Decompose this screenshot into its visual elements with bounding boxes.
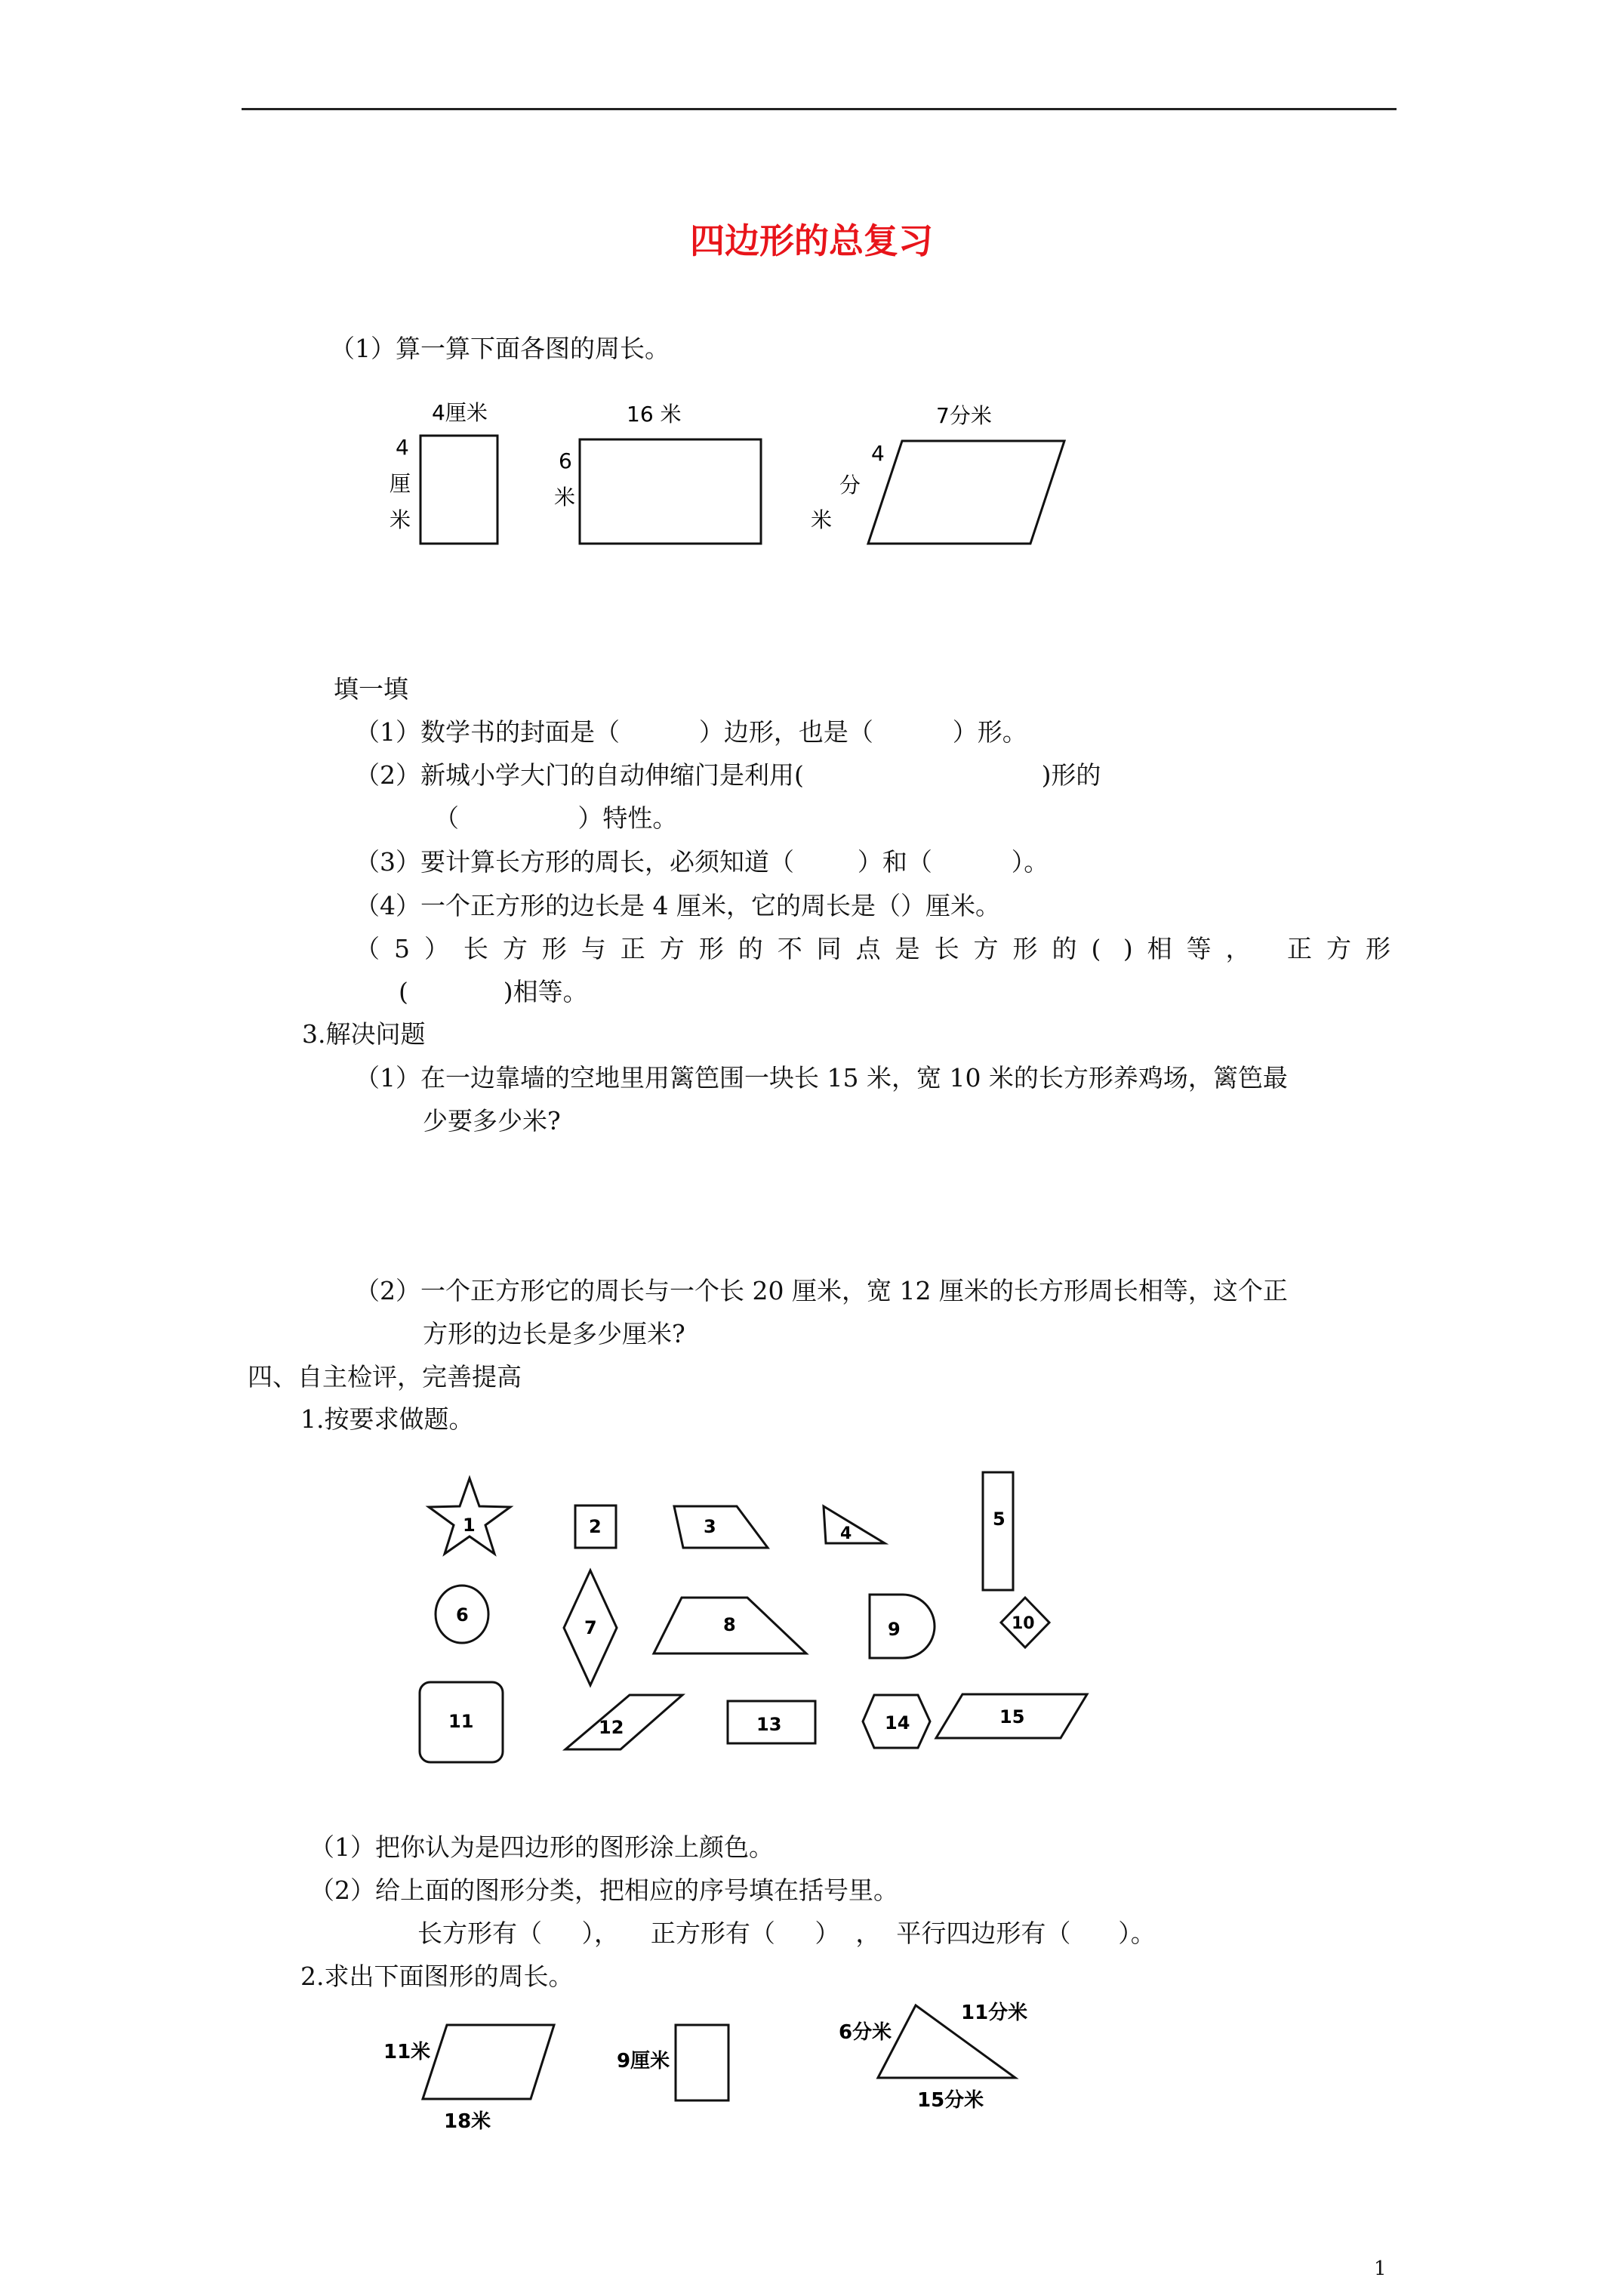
fig-a-top-label: 4厘米 bbox=[432, 400, 488, 425]
solve-q2-line2: 方形的边长是多少厘米? bbox=[423, 1319, 685, 1348]
header-rule bbox=[242, 108, 1397, 110]
shape-5-rectangle bbox=[983, 1472, 1013, 1590]
fig-c-side-label-1: 4 bbox=[871, 441, 885, 466]
solve-q1-line1: （1）在一边靠墙的空地里用篱笆围一块长 15 米，宽 10 米的长方形养鸡场，篱笆最 bbox=[355, 1063, 1288, 1093]
fig-f-left-label: 6分米 bbox=[839, 2021, 892, 2044]
rectangle-figure-a bbox=[385, 393, 521, 559]
fig-e-side-label: 9厘米 bbox=[617, 2050, 670, 2073]
solve-q2-line1: （2）一个正方形它的周长与一个长 20 厘米，宽 12 厘米的长方形周长相等，这个正 bbox=[355, 1276, 1288, 1305]
shape-1-label: 1 bbox=[463, 1515, 476, 1536]
shape-4-label: 4 bbox=[840, 1524, 852, 1543]
shape-9-label: 9 bbox=[888, 1619, 901, 1640]
section4-q1: （1）把你认为是四边形的图形涂上颜色。 bbox=[310, 1832, 774, 1862]
classification-line: 长方形有（ ）， 正方形有（ ） ， 平行四边形有（ ）。 bbox=[417, 1918, 1156, 1948]
shape-5-label: 5 bbox=[993, 1509, 1006, 1530]
fill-q2-line2: （ ）特性。 bbox=[434, 803, 678, 833]
shape-13-label: 13 bbox=[756, 1714, 782, 1735]
section4-item2: 2.求出下面图形的周长。 bbox=[300, 1962, 574, 1991]
shape-10-label: 10 bbox=[1012, 1614, 1035, 1633]
shapes-grid bbox=[408, 1465, 1110, 1767]
solve-q1-line2: 少要多少米? bbox=[423, 1106, 561, 1136]
rectangle-figure-b bbox=[551, 393, 770, 559]
triangle-figure-f bbox=[834, 1993, 1030, 2129]
solve-heading: 3.解决问题 bbox=[302, 1019, 426, 1049]
parallelogram-figure-c bbox=[800, 393, 1072, 559]
fig-b-side-label-1: 6 bbox=[559, 448, 572, 473]
fill-heading: 填一填 bbox=[334, 674, 408, 704]
shape-15-label: 15 bbox=[999, 1706, 1025, 1727]
shape-12-label: 12 bbox=[599, 1717, 624, 1738]
shape-14-label: 14 bbox=[885, 1712, 910, 1734]
shape-3-trapezoid bbox=[674, 1506, 768, 1548]
section4-q2: （2）给上面的图形分类，把相应的序号填在括号里。 bbox=[310, 1875, 898, 1905]
shape-3-label: 3 bbox=[704, 1516, 716, 1537]
fill-q1: （1）数学书的封面是（ ）边形，也是（ ）形。 bbox=[355, 717, 1027, 747]
fill-q2-line1: （2）新城小学大门的自动伸缩门是利用( )形的 bbox=[355, 760, 1101, 790]
shape-4-triangle bbox=[824, 1506, 885, 1543]
fig-a-side-label-2: 厘 bbox=[390, 471, 411, 496]
shape-11-label: 11 bbox=[448, 1711, 474, 1732]
fill-q4: （4）一个正方形的边长是 4 厘米，它的周长是（）厘米。 bbox=[355, 891, 1000, 920]
fig-b-side-label-2: 米 bbox=[554, 485, 576, 510]
parallelogram-figure-d bbox=[377, 2016, 574, 2137]
fig-c-side-label-3: 米 bbox=[811, 507, 833, 532]
shape-2-label: 2 bbox=[589, 1516, 602, 1537]
perimeter-question: （1）算一算下面各图的周长。 bbox=[330, 334, 670, 363]
fill-q5-line2: ( )相等。 bbox=[399, 977, 588, 1006]
fig-c-side-label-2: 分 bbox=[839, 473, 861, 498]
shape-9-semicircle bbox=[870, 1595, 935, 1658]
section4-heading: 四、自主检评，完善提高 bbox=[248, 1362, 522, 1391]
page-number: 1 bbox=[1374, 2257, 1387, 2280]
fig-c-top-label: 7分米 bbox=[936, 403, 992, 428]
fill-q5-line1: （5）长方形与正方形的不同点是长方形的( )相等， 正方形 bbox=[355, 934, 1390, 963]
shape-8-label: 8 bbox=[723, 1614, 736, 1635]
rectangle-figure-e bbox=[615, 2016, 751, 2114]
shape-12-parallelogram bbox=[565, 1695, 682, 1749]
fig-f-bottom-label: 15分米 bbox=[917, 2089, 984, 2112]
fig-b-top-label: 16 米 bbox=[627, 402, 682, 427]
fig-d-bottom-label: 18米 bbox=[444, 2110, 491, 2133]
section4-item1: 1.按要求做题。 bbox=[300, 1404, 474, 1434]
page-title: 四边形的总复习 bbox=[690, 220, 933, 261]
fig-a-side-label-1: 4 bbox=[396, 435, 409, 460]
shape-6-label: 6 bbox=[456, 1604, 469, 1626]
fig-d-side-label: 11米 bbox=[383, 2041, 431, 2063]
fig-f-right-label: 11分米 bbox=[961, 2002, 1028, 2024]
shape-7-label: 7 bbox=[584, 1617, 597, 1638]
fig-a-side-label-3: 米 bbox=[390, 507, 411, 532]
fill-q3: （3）要计算长方形的周长，必须知道（ ）和（ ）。 bbox=[355, 847, 1049, 877]
